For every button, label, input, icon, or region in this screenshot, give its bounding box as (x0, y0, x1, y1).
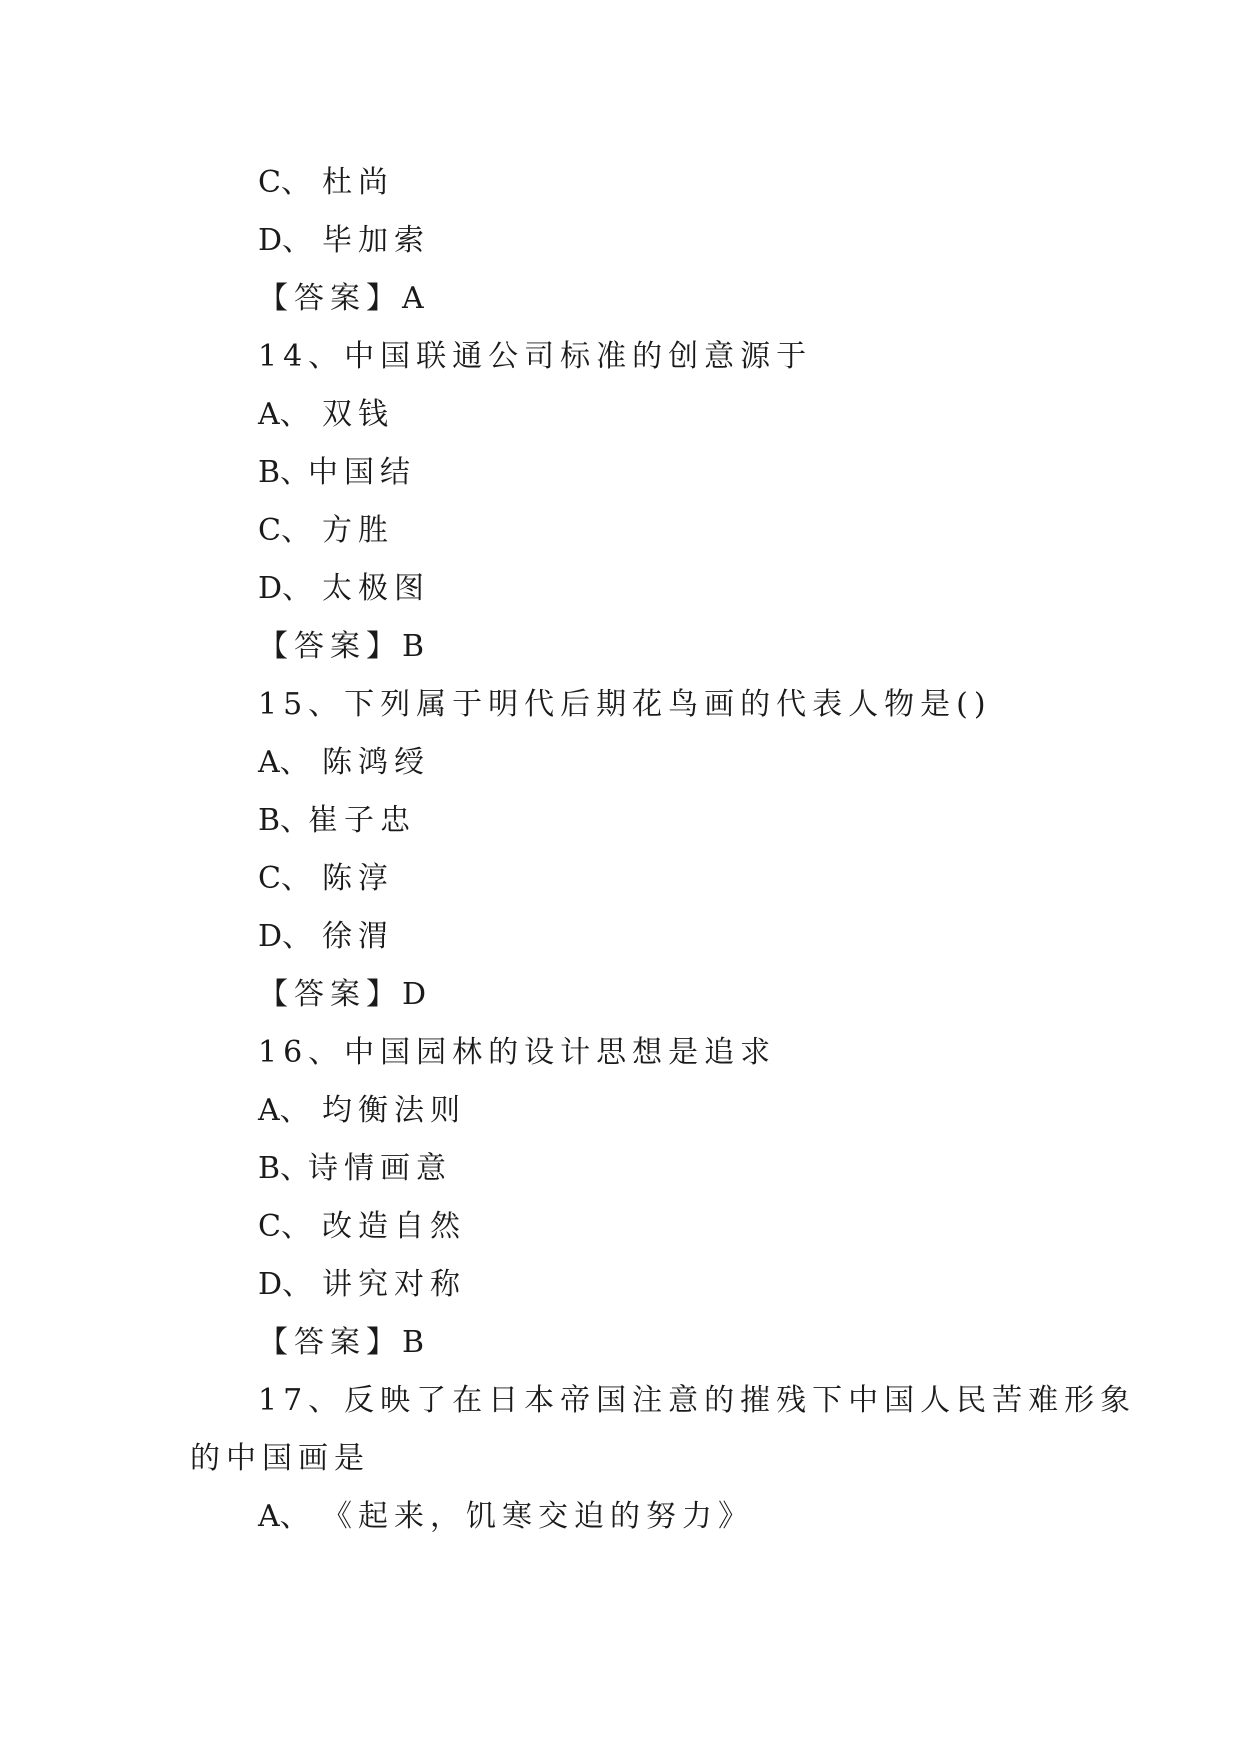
answer-15: 【答案】D (258, 977, 433, 1012)
answer-14: 【答案】B (258, 629, 431, 664)
answer-16: 【答案】B (258, 1325, 431, 1360)
option-d-13: D、 毕加索 (258, 223, 430, 258)
question-16: 16、中国园林的设计思想是追求 (258, 1035, 777, 1070)
option-c-13: C、 杜尚 (258, 165, 394, 200)
answer-13: 【答案】A (258, 281, 430, 316)
option-c-15: C、 陈淳 (258, 861, 394, 896)
option-d-16: D、 讲究对称 (258, 1267, 466, 1302)
option-a-17: A、 《起来，饥寒交迫的努力》 (258, 1499, 754, 1534)
question-15: 15、下列属于明代后期花鸟画的代表人物是() (258, 687, 992, 722)
option-b-16: B、诗情画意 (258, 1151, 452, 1186)
option-b-14: B、中国结 (258, 455, 416, 490)
option-a-16: A、 均衡法则 (258, 1093, 466, 1128)
option-a-14: A、 双钱 (258, 397, 394, 432)
option-c-16: C、 改造自然 (258, 1209, 466, 1244)
question-14: 14、中国联通公司标准的创意源于 (258, 339, 813, 374)
question-17: 17、反映了在日本帝国注意的摧残下中国人民苦难形象 (258, 1383, 1137, 1418)
question-17-continuation: 的中国画是 (190, 1441, 370, 1476)
option-d-15: D、 徐渭 (258, 919, 394, 954)
option-c-14: C、 方胜 (258, 513, 394, 548)
option-b-15: B、崔子忠 (258, 803, 416, 838)
option-a-15: A、 陈鸿绶 (258, 745, 430, 780)
option-d-14: D、 太极图 (258, 571, 430, 606)
